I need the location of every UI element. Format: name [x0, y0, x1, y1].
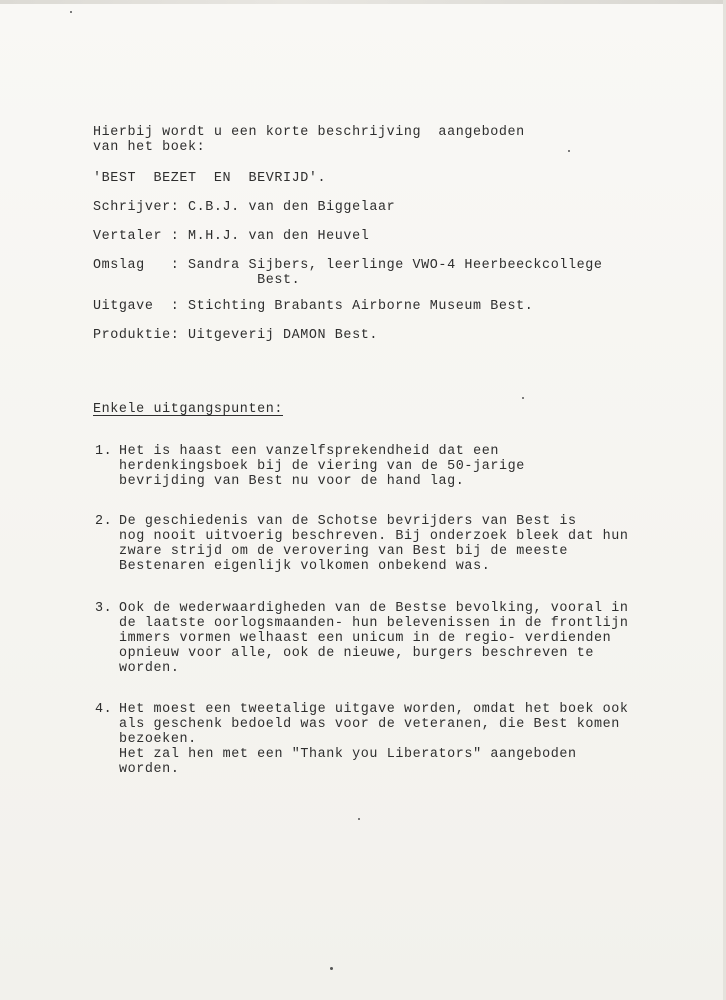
point-line: herdenkingsboek bij de viering van de 50-jarige: [119, 459, 525, 474]
paper-speck: [330, 967, 333, 970]
paper-speck: [358, 818, 360, 820]
point-line: zware strijd om de verovering van Best bij de meeste: [119, 544, 569, 559]
credit-produktie: Produktie: Uitgeverij DAMON Best.: [93, 328, 378, 343]
point-line: als geschenk bedoeld was voor de veteranen, die Best komen: [119, 717, 620, 732]
point-line: Het moest een tweetalige uitgave worden, omdat het boek ook: [119, 702, 629, 717]
section-heading: Enkele uitgangspunten:: [93, 402, 283, 417]
point-line: immers vormen welhaast een unicum in de regio- verdienden: [119, 631, 612, 646]
point-number: 2.: [95, 514, 113, 529]
point-line: Ook de wederwaardigheden van de Bestse bevolking, vooral in: [119, 601, 629, 616]
point-line: worden.: [119, 762, 180, 777]
credit-uitgave: Uitgave : Stichting Brabants Airborne Museum Best.: [93, 299, 534, 314]
credit-omslag-continued: Best.: [93, 273, 301, 288]
point-number: 3.: [95, 601, 113, 616]
paper-speck: [70, 11, 72, 13]
point-line: bevrijding van Best nu voor de hand lag.: [119, 474, 465, 489]
credit-omslag: Omslag : Sandra Sijbers, leerlinge VWO-4 Heerbeeckcollege: [93, 258, 603, 273]
book-title: 'BEST BEZET EN BEVRIJD'.: [93, 171, 327, 186]
point-line: Bestenaren eigenlijk volkomen onbekend was.: [119, 559, 491, 574]
point-line: worden.: [119, 661, 180, 676]
intro-line: Hierbij wordt u een korte beschrijving aangeboden: [93, 125, 525, 140]
paper-speck: [522, 397, 524, 399]
credit-schrijver: Schrijver: C.B.J. van den Biggelaar: [93, 200, 396, 215]
page-top-edge: [0, 0, 726, 4]
point-number: 1.: [95, 444, 113, 459]
point-line: De geschiedenis van de Schotse bevrijders van Best is: [119, 514, 577, 529]
point-line: nog nooit uitvoerig beschreven. Bij onderzoek bleek dat hun: [119, 529, 629, 544]
point-line: bezoeken.: [119, 732, 197, 747]
paper-speck: [568, 150, 570, 152]
point-line: Het is haast een vanzelfsprekendheid dat een: [119, 444, 499, 459]
point-line: Het zal hen met een "Thank you Liberators" aangeboden: [119, 747, 577, 762]
point-number: 4.: [95, 702, 113, 717]
credit-vertaler: Vertaler : M.H.J. van den Heuvel: [93, 229, 370, 244]
point-line: de laatste oorlogsmaanden- hun belevenissen in de frontlijn: [119, 616, 629, 631]
intro-line: van het boek:: [93, 140, 206, 155]
point-line: opnieuw voor alle, ook de nieuwe, burgers beschreven te: [119, 646, 594, 661]
